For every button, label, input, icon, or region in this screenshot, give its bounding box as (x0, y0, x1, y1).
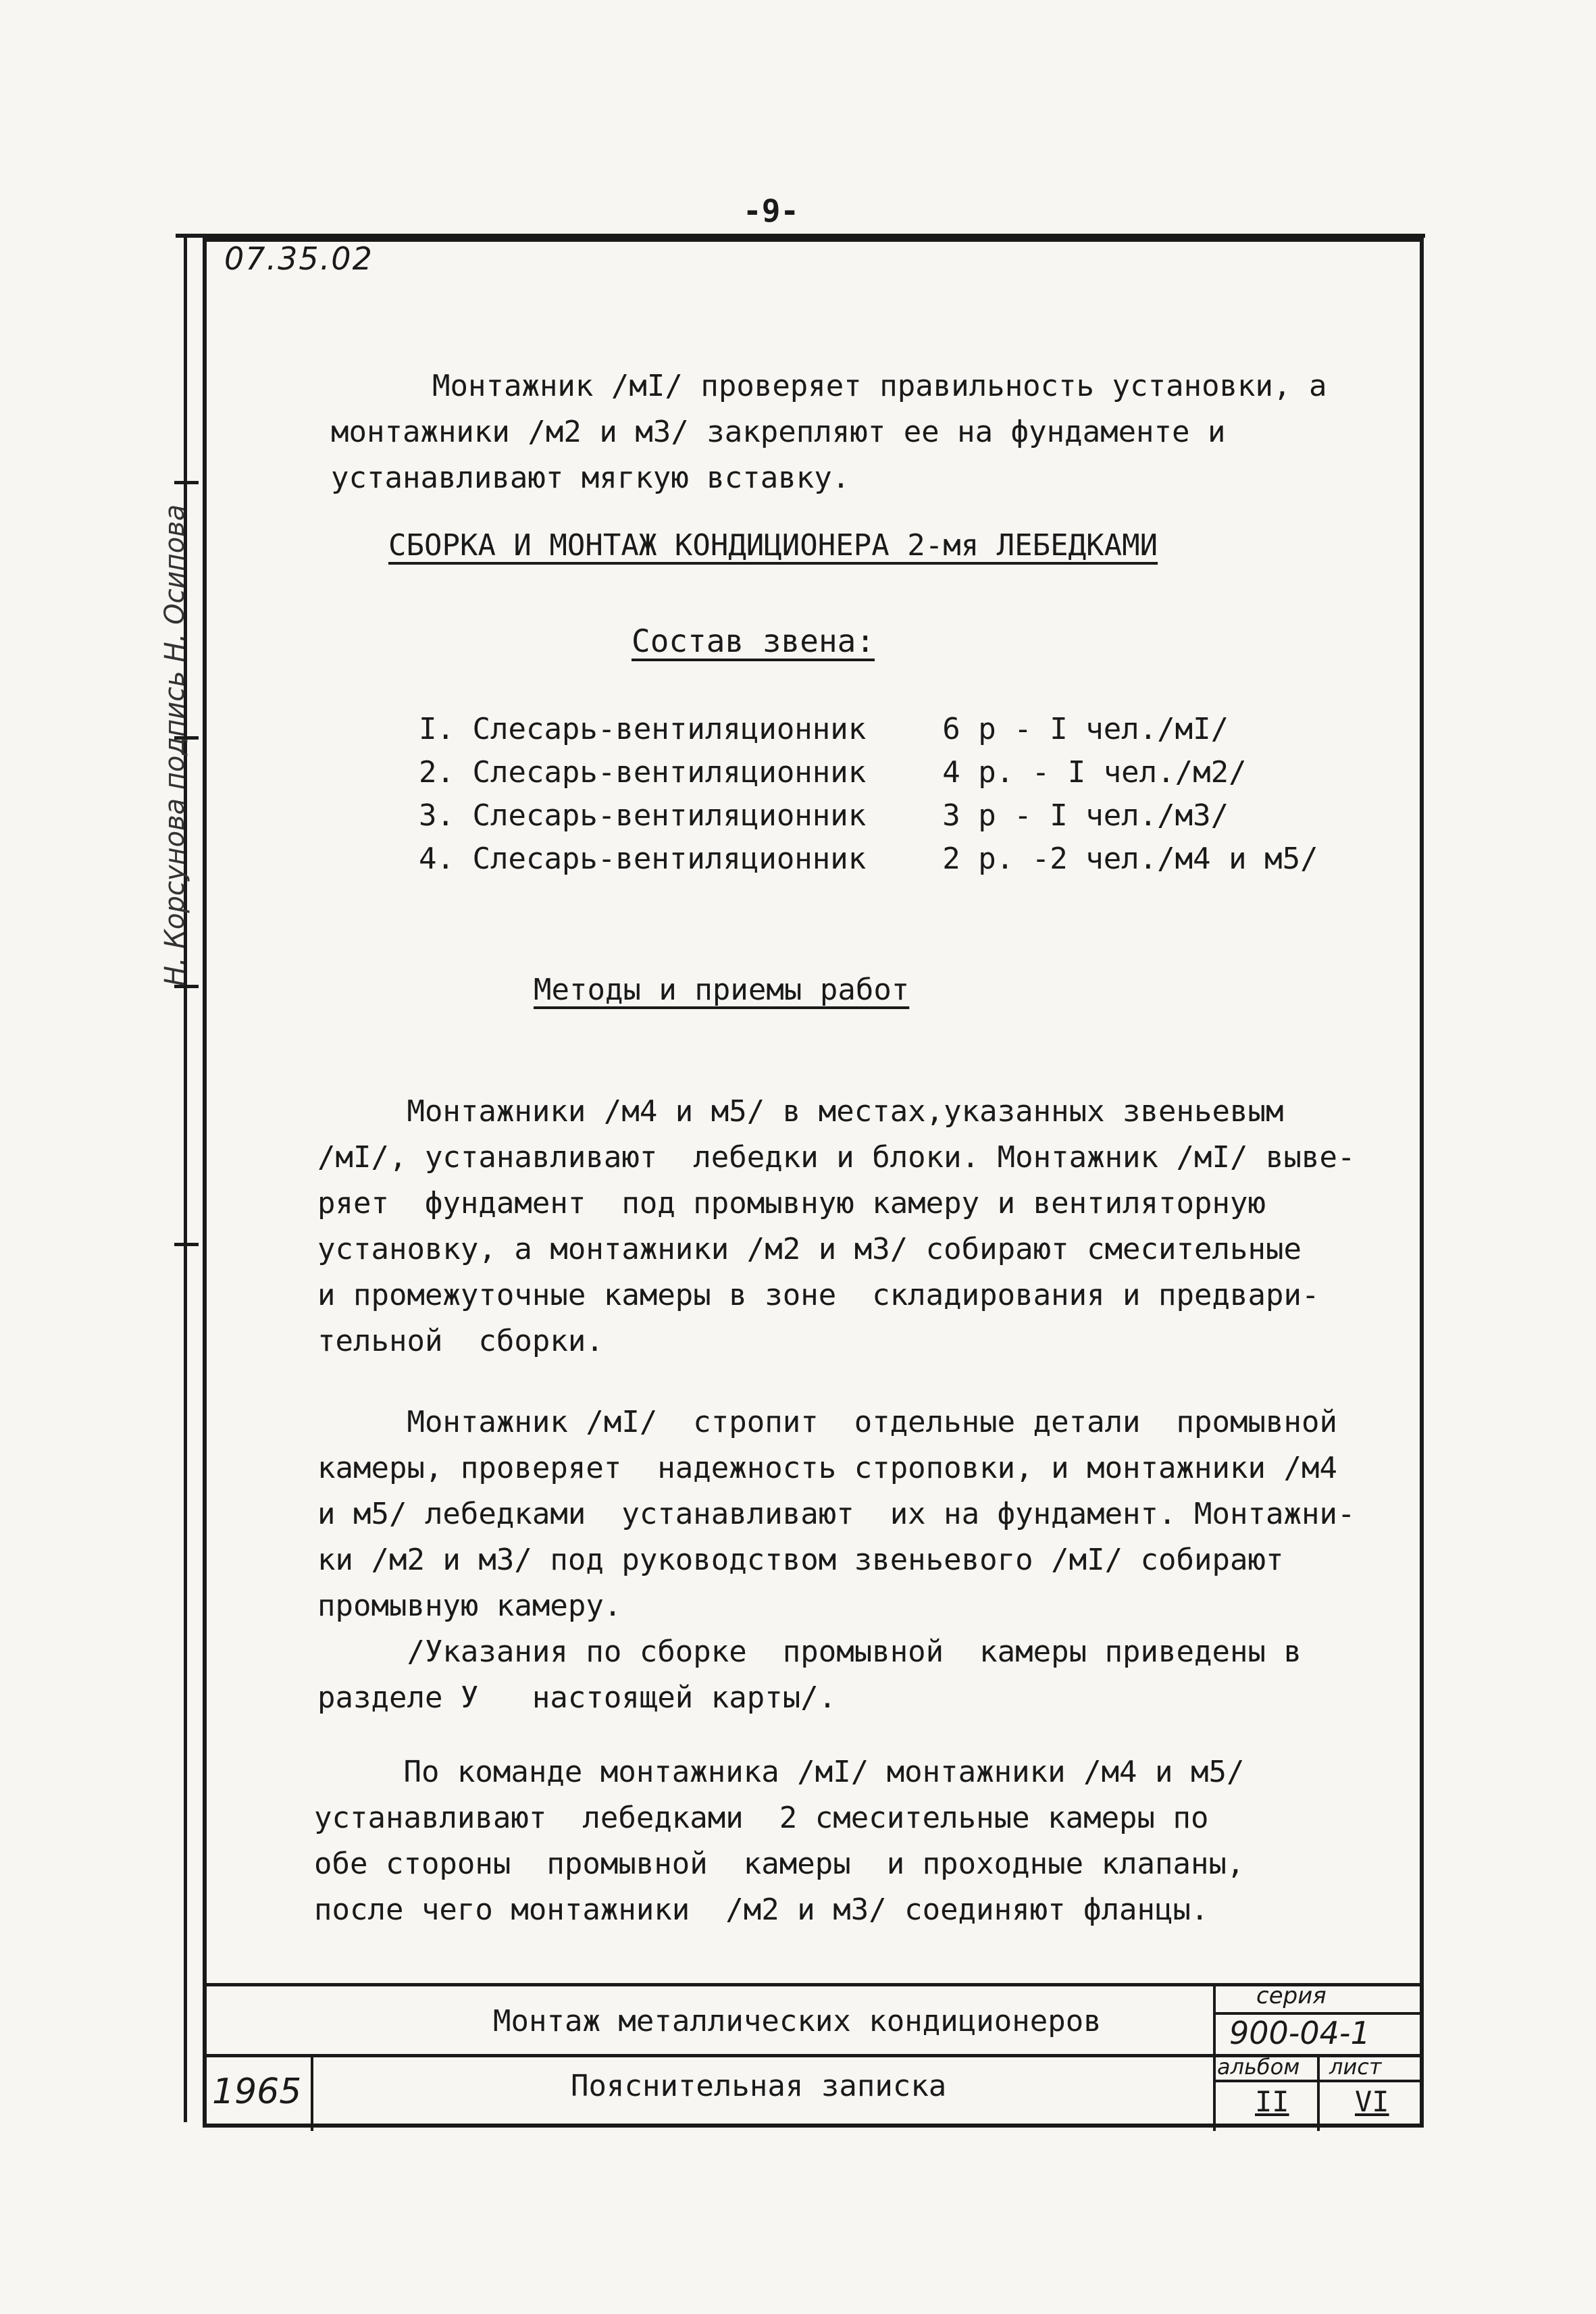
document-title: Монтаж металлических кондиционеров (493, 2004, 1102, 2038)
series-value: 900-04-1 (1229, 2015, 1370, 2051)
crew-item-role: Слесарь-вентиляционник (472, 798, 867, 833)
paragraph-1 (317, 1089, 1355, 1364)
crew-item (419, 751, 1318, 794)
crew-item-num: I. (419, 712, 455, 746)
margin-signature-note: Н. Корсунова подпись Н. Осипова (159, 504, 190, 986)
text-line: тельной сборки. (317, 1324, 604, 1358)
text-line: ки /м2 и м3/ под руководством звеньевого /мI/ собирают (317, 1543, 1284, 1577)
title-block-hline (1213, 2080, 1424, 2082)
text-line: Монтажник /мI/ стропит отдельные детали промывной (317, 1405, 1337, 1439)
title-block-vline (311, 2054, 313, 2131)
album-label: альбом (1217, 2054, 1300, 2080)
text-line: /Указания по сборке промывной камеры приведены в (317, 1635, 1302, 1669)
text-line: после чего монтажники /м2 и м3/ соединяют фланцы. (314, 1893, 1209, 1927)
section-heading: СБОРКА И МОНТАЖ КОНДИЦИОНЕРА 2-мя ЛЕБЕДКАМИ (388, 528, 1158, 563)
text-line: камеры, проверяет надежность строповки, и монтажники /м4 (317, 1451, 1337, 1485)
text-line: ряет фундамент под промывную камеру и вентиляторную (317, 1186, 1266, 1220)
crew-item-num: 3. (419, 798, 455, 833)
crew-item (419, 794, 1318, 838)
title-block (203, 1983, 1424, 2128)
crew-item-detail: 2 р. -2 чел./м4 и м5/ (942, 842, 1318, 876)
text-line: установку, а монтажники /м2 и м3/ собирают смесительные (317, 1232, 1302, 1266)
intro-paragraph (331, 363, 1327, 501)
crew-list (419, 708, 1318, 881)
crew-item-detail: 3 р - I чел./м3/ (942, 798, 1229, 833)
crew-item-role: Слесарь-вентиляционник (472, 755, 867, 790)
paragraph-3 (314, 1749, 1245, 1933)
crew-item-role: Слесарь-вентиляционник (472, 712, 867, 746)
crew-item (419, 708, 1318, 751)
crew-item (419, 838, 1318, 881)
text-line: устанавливают мягкую вставку. (331, 461, 850, 495)
crew-item-detail: 4 р. - I чел./м2/ (942, 755, 1247, 790)
text-line: /мI/, устанавливают лебедки и блоки. Монтажник /мI/ выве- (317, 1140, 1356, 1175)
text-line: устанавливают лебедками 2 смесительные камеры по (314, 1801, 1209, 1835)
crew-heading: Состав звена: (632, 623, 875, 659)
year: 1965 (212, 2072, 302, 2112)
methods-heading: Методы и приемы работ (534, 973, 910, 1007)
crew-item-num: 4. (419, 842, 455, 876)
crew-item-detail: 6 р - I чел./мI/ (942, 712, 1229, 746)
document-subtitle: Пояснительная записка (571, 2069, 947, 2103)
text-line: и м5/ лебедками устанавливают их на фундамент. Монтажни- (317, 1497, 1356, 1531)
paragraph-2 (317, 1399, 1355, 1721)
text-line: Монтажники /м4 и м5/ в местах,указанных звеньевым (317, 1094, 1284, 1129)
text-line: и промежуточные камеры в зоне складирования и предвари- (317, 1278, 1320, 1312)
text-line: По команде монтажника /мI/ монтажники /м4 и м5/ (314, 1755, 1245, 1789)
title-block-vline (1317, 2054, 1320, 2131)
text-line: монтажники /м2 и м3/ закрепляют ее на фундаменте и (331, 415, 1226, 449)
sheet-label: лист (1329, 2054, 1382, 2080)
series-label: серия (1256, 1982, 1327, 2009)
text-line: обе стороны промывной камеры и проходные клапаны, (314, 1847, 1245, 1881)
text-line: разделе У настоящей карты/. (317, 1680, 837, 1715)
crew-item-role: Слесарь-вентиляционник (472, 842, 867, 876)
document-code: 07.35.02 (224, 240, 374, 277)
album-value: II (1255, 2085, 1289, 2118)
crew-item-num: 2. (419, 755, 455, 790)
text-line: Монтажник /мI/ проверяет правильность установки, а (432, 369, 1327, 403)
margin-tick (174, 481, 199, 484)
text-line: промывную камеру. (317, 1589, 622, 1623)
sheet-value: VI (1355, 2085, 1389, 2118)
title-block-vline (1213, 1986, 1216, 2131)
page-number: -9- (743, 192, 800, 229)
margin-tick (174, 1243, 199, 1246)
